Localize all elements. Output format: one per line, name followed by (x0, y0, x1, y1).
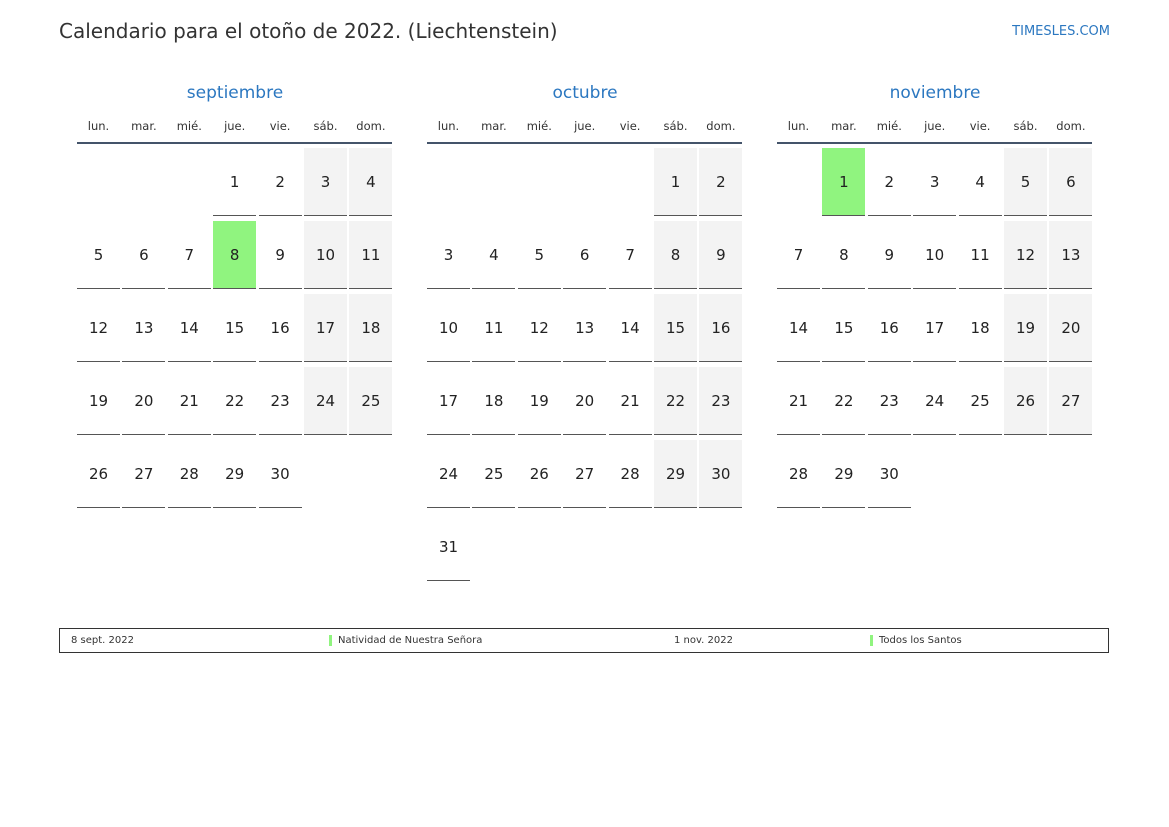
day-cell: 13 (563, 294, 606, 362)
day-cell: 7 (168, 221, 211, 289)
day-cell: 26 (1004, 367, 1047, 435)
day-cell: 3 (304, 148, 347, 216)
day-cell: 15 (654, 294, 697, 362)
day-cell: 14 (168, 294, 211, 362)
day-cell: 17 (913, 294, 956, 362)
day-cell: 10 (304, 221, 347, 289)
day-cell: 12 (518, 294, 561, 362)
legend-label-1: Natividad de Nuestra Señora (338, 635, 483, 646)
day-cell: 11 (959, 221, 1002, 289)
day-cell: 2 (868, 148, 911, 216)
weekday-label: jue. (224, 119, 246, 133)
month-name: noviembre (889, 83, 981, 103)
holiday-legend (59, 628, 1109, 653)
day-cell: 30 (699, 440, 742, 508)
day-cell: 9 (699, 221, 742, 289)
day-cell: 21 (168, 367, 211, 435)
weekday-label: sáb. (663, 119, 688, 133)
day-cell: 25 (349, 367, 392, 435)
day-cell: 17 (427, 367, 470, 435)
weekday-label: jue. (574, 119, 596, 133)
day-cell: 30 (259, 440, 302, 508)
day-cell: 31 (427, 513, 470, 581)
day-cell: 30 (868, 440, 911, 508)
day-cell: 18 (959, 294, 1002, 362)
day-cell: 8 (654, 221, 697, 289)
day-cell: 3 (427, 221, 470, 289)
weekday-label: lun. (787, 119, 810, 133)
day-cell: 29 (654, 440, 697, 508)
day-cell: 7 (777, 221, 820, 289)
weekday-label: vie. (619, 119, 641, 133)
day-cell: 18 (472, 367, 515, 435)
day-cell: 10 (913, 221, 956, 289)
weekday-label: vie. (269, 119, 291, 133)
header-divider (777, 142, 1092, 144)
day-cell: 2 (259, 148, 302, 216)
day-cell: 27 (1049, 367, 1092, 435)
weekday-label: mar. (481, 119, 507, 133)
day-cell: 23 (259, 367, 302, 435)
month-2 (777, 82, 1097, 483)
day-cell: 5 (77, 221, 120, 289)
day-cell: 28 (609, 440, 652, 508)
day-cell: 8 (213, 221, 256, 289)
day-cell: 3 (913, 148, 956, 216)
day-cell: 19 (77, 367, 120, 435)
day-cell: 17 (304, 294, 347, 362)
day-cell: 29 (213, 440, 256, 508)
day-cell: 2 (699, 148, 742, 216)
month-1 (427, 82, 747, 556)
day-cell: 4 (959, 148, 1002, 216)
header-divider (77, 142, 392, 144)
weekday-label: mar. (131, 119, 157, 133)
day-cell: 7 (609, 221, 652, 289)
day-cell: 29 (822, 440, 865, 508)
day-cell: 21 (609, 367, 652, 435)
day-cell: 23 (699, 367, 742, 435)
day-cell: 12 (77, 294, 120, 362)
day-cell: 18 (349, 294, 392, 362)
day-cell: 26 (518, 440, 561, 508)
legend-date-1: 8 sept. 2022 (71, 635, 134, 646)
weekday-label: dom. (1056, 119, 1086, 133)
weekday-label: dom. (356, 119, 386, 133)
day-cell: 5 (1004, 148, 1047, 216)
day-cell: 28 (168, 440, 211, 508)
weekday-label: mié. (176, 119, 202, 133)
weekday-label: lun. (437, 119, 460, 133)
month-name: octubre (552, 83, 618, 103)
day-cell: 16 (868, 294, 911, 362)
weekday-label: mar. (831, 119, 857, 133)
day-cell: 16 (699, 294, 742, 362)
day-cell: 15 (213, 294, 256, 362)
day-cell: 9 (868, 221, 911, 289)
day-cell: 20 (1049, 294, 1092, 362)
day-cell: 28 (777, 440, 820, 508)
day-cell: 1 (654, 148, 697, 216)
legend-color-marker-2 (870, 635, 873, 646)
day-cell: 5 (518, 221, 561, 289)
header-divider (427, 142, 742, 144)
day-cell: 6 (122, 221, 165, 289)
day-cell: 20 (122, 367, 165, 435)
month-name: septiembre (186, 83, 284, 103)
weekday-label: mié. (876, 119, 902, 133)
weekday-label: vie. (969, 119, 991, 133)
day-cell: 6 (1049, 148, 1092, 216)
day-cell: 1 (213, 148, 256, 216)
day-cell: 21 (777, 367, 820, 435)
weekday-label: mié. (526, 119, 552, 133)
day-cell: 24 (427, 440, 470, 508)
day-cell: 22 (822, 367, 865, 435)
day-cell: 15 (822, 294, 865, 362)
day-cell: 22 (213, 367, 256, 435)
weekday-label: lun. (87, 119, 110, 133)
month-0 (77, 82, 397, 483)
legend-date-2: 1 nov. 2022 (674, 635, 733, 646)
day-cell: 25 (959, 367, 1002, 435)
day-cell: 1 (822, 148, 865, 216)
day-cell: 6 (563, 221, 606, 289)
day-cell: 20 (563, 367, 606, 435)
day-cell: 27 (122, 440, 165, 508)
day-cell: 4 (349, 148, 392, 216)
day-cell: 4 (472, 221, 515, 289)
legend-color-marker-1 (329, 635, 332, 646)
legend-label-2: Todos los Santos (879, 635, 962, 646)
day-cell: 13 (1049, 221, 1092, 289)
day-cell: 27 (563, 440, 606, 508)
day-cell: 24 (913, 367, 956, 435)
weekday-label: dom. (706, 119, 736, 133)
site-link[interactable]: TIMESLES.COM (1012, 24, 1110, 39)
day-cell: 16 (259, 294, 302, 362)
day-cell: 19 (518, 367, 561, 435)
page-title: Calendario para el otoño de 2022. (Liechtenstein) (59, 19, 558, 43)
day-cell: 14 (777, 294, 820, 362)
weekday-label: jue. (924, 119, 946, 133)
day-cell: 22 (654, 367, 697, 435)
day-cell: 23 (868, 367, 911, 435)
day-cell: 24 (304, 367, 347, 435)
weekday-label: sáb. (313, 119, 338, 133)
day-cell: 19 (1004, 294, 1047, 362)
weekday-label: sáb. (1013, 119, 1038, 133)
day-cell: 11 (349, 221, 392, 289)
day-cell: 9 (259, 221, 302, 289)
day-cell: 11 (472, 294, 515, 362)
day-cell: 12 (1004, 221, 1047, 289)
day-cell: 13 (122, 294, 165, 362)
day-cell: 26 (77, 440, 120, 508)
day-cell: 14 (609, 294, 652, 362)
day-cell: 25 (472, 440, 515, 508)
day-cell: 10 (427, 294, 470, 362)
day-cell: 8 (822, 221, 865, 289)
